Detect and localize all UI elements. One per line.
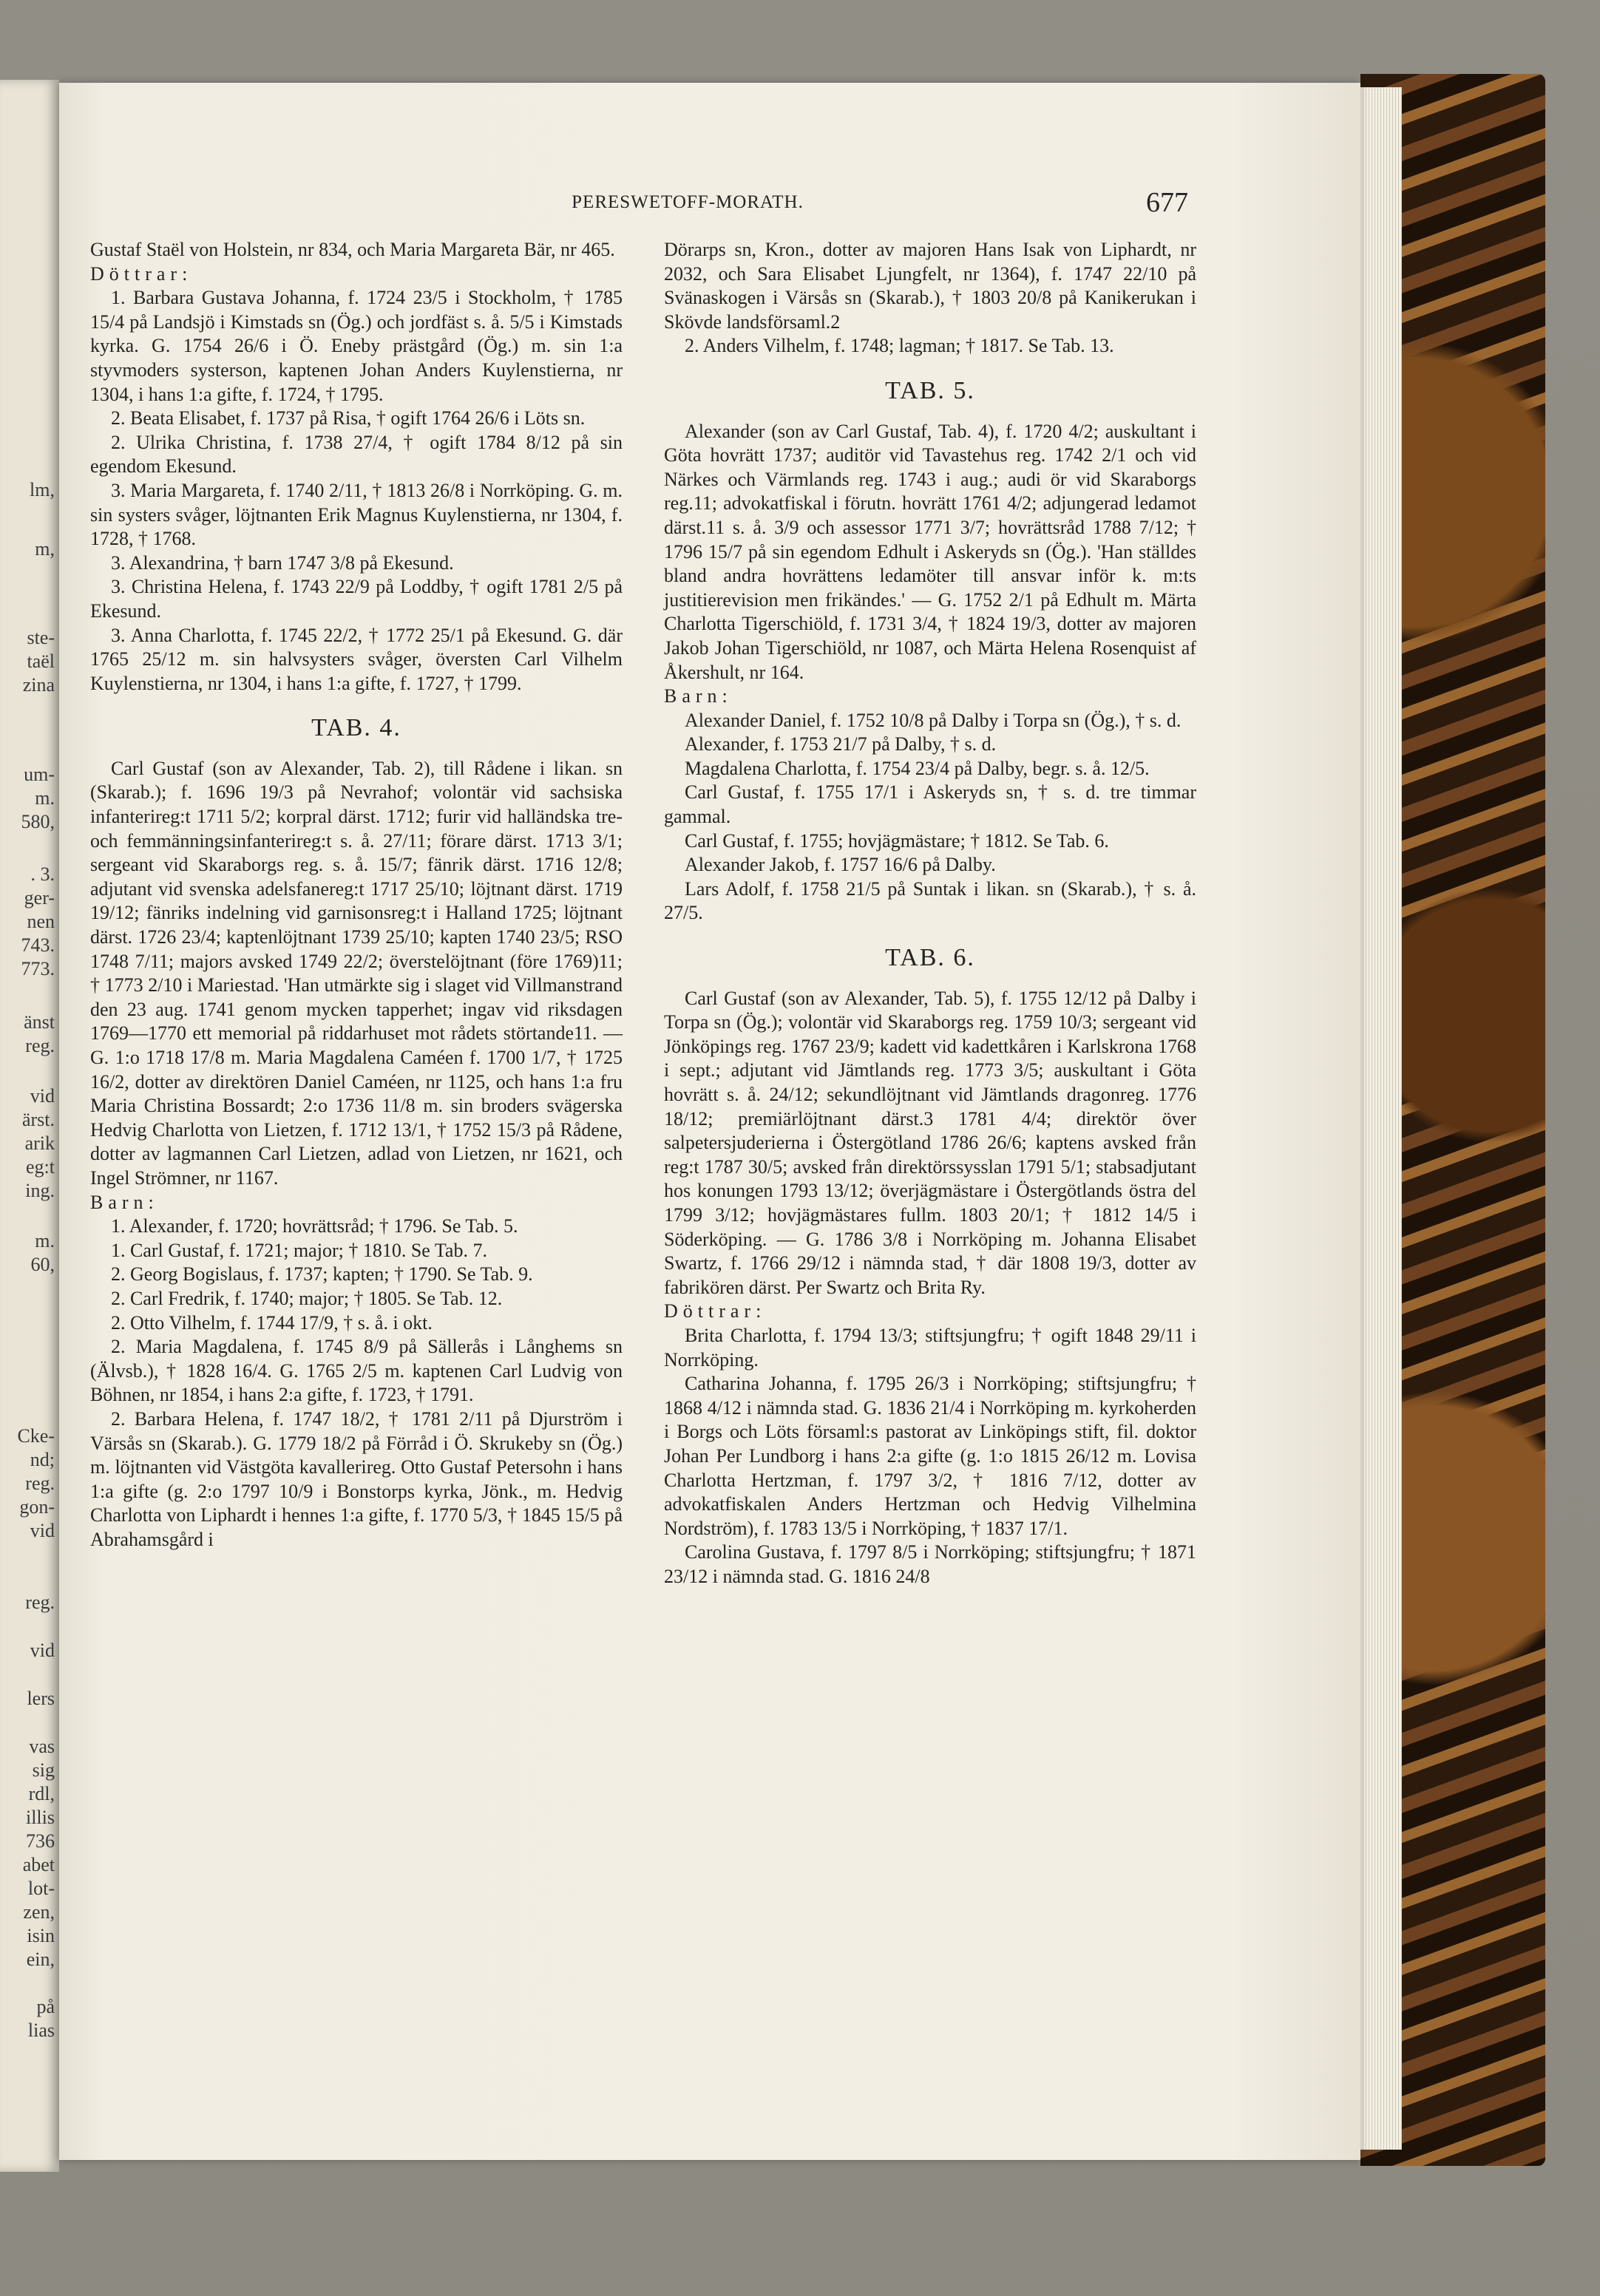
fragment-text: taël [27,651,55,672]
fragment-text: reg. [25,1473,55,1494]
fragment-text: lias [27,2020,55,2041]
table-heading: TAB. 6. [885,944,975,972]
fragment-text: arik [24,1132,55,1154]
fragment-text: ste- [27,627,55,648]
entry: Alexander, f. 1753 21/7 på Dalby, † s. d. [685,733,997,755]
fragment-text: nd; [30,1449,55,1470]
entry: Carl Gustaf, f. 1755 17/1 i Askeryds sn, † s. d. tre timmar gammal. [664,781,1196,828]
fragment-text: vid [30,1640,55,1661]
fragment-text: illis [25,1807,55,1828]
entry: 3. Maria Margareta, f. 1740 2/11, † 1813 26/8 i Norrköping. G. m. sin systers svåger, löjtnanten Erik Magnus Kuylenstierna, nr 1304, f. 1728, † 1768. [90,479,623,550]
fragment-text: vas [29,1736,55,1757]
fragment-text: reg. [25,1035,55,1056]
fragment-text: zina [22,674,55,696]
entry: 3. Alexandrina, † barn 1747 3/8 på Ekesund. [111,551,454,574]
right-column [664,238,1196,1589]
fragment-text: gon- [19,1496,55,1518]
page-edges [1357,87,1402,2150]
section-label: Döttrar: [664,1300,767,1322]
entry: 2. Georg Bogislaus, f. 1737; kapten; † 1790. Se Tab. 9. [111,1263,533,1285]
paragraph: Gustaf Staël von Holstein, nr 834, och Maria Margareta Bär, nr 465. [90,239,615,260]
fragment-text: vid [30,1085,55,1107]
entry: Brita Charlotta, f. 1794 13/3; stiftsjungfru; † ogift 1848 29/11 i Norrköping. [664,1324,1196,1371]
entry: 2. Otto Vilhelm, f. 1744 17/9, † s. å. i okt. [111,1311,433,1334]
fragment-text: änst [24,1011,55,1033]
fragment-text: ger- [24,887,55,908]
fragment-text: um- [24,764,55,785]
section-label: Döttrar: [90,262,193,285]
paragraph: Dörarps sn, Kron., dotter av majoren Hans Isak von Liphardt, nr 2032, och Sara Elisabet Ljungfelt, nr 1364), f. 1747 22/10 på Svänaskogen i Värsås sn (Skarab.), † 1803 20/8 på Kanikerukan i Skövde landsförsaml.2 [664,239,1196,333]
entry: 3. Anna Charlotta, f. 1745 22/2, † 1772 25/1 på Ekesund. G. där 1765 25/12 m. sin halvsysters svåger, översten Carl Vilhelm Kuylenstierna, nr 1304, i hans 1:a gifte, f. 1727, † 1799. [90,624,623,694]
fragment-text: m. [35,787,55,809]
fragment-text: ärst. [21,1109,55,1130]
fragment-text: vid [30,1520,55,1541]
entry: 2. Anders Vilhelm, f. 1748; lagman; † 1817. Se Tab. 13. [685,335,1114,357]
previous-page-fragment [0,80,59,2172]
entry: 1. Barbara Gustava Johanna, f. 1724 23/5 i Stockholm, † 1785 15/4 på Landsjö i Kimstads sn (Ög.) och jordfäst s. å. 5/5 i Kimstads kyrka. G. 1754 26/6 i Ö. Eneby prästgård (Ög.) m. sin 1:a styvmoders systerson, kaptenen Johan Anders Kuylenstierna, nr 1304, i hans 1:a gifte, f. 1724, † 1795. [90,287,623,405]
fragment-text: 60, [30,1254,55,1275]
entry: 2. Beata Elisabet, f. 1737 på Risa, † ogift 1764 26/6 i Löts sn. [111,407,586,429]
entry: Alexander Daniel, f. 1752 10/8 på Dalby i Torpa sn (Ög.), † s. d. [685,709,1182,731]
entry: 2. Carl Fredrik, f. 1740; major; † 1805. Se Tab. 12. [111,1287,503,1309]
fragment-text: 736 [26,1830,55,1852]
fragment-text: Cke- [17,1425,55,1447]
left-column [90,238,623,1552]
fragment-text: rdl, [28,1783,55,1804]
fragment-text: zen, [23,1901,55,1923]
entry: Catharina Johanna, f. 1795 26/3 i Norrköping; stiftsjungfru; † 1868 4/12 i nämnda stad. G. 1836 21/4 i Norrköping m. kyrkoherden i Borgs och Löts församl:s pastorat av Linköpings stift, fil. doktor Johan Per Lundborg i hans 2:a gifte (g. 1:o 1815 26/12 m. Lovisa Charlotta Hertzman, f. 1797 3/2, † 1816 7/12, dotter av advokatfiskalen Anders Hertzman och Hedvig Vilhelmina Nordström), f. 1783 13/5 i Norrköping, † 1837 17/1. [664,1373,1196,1539]
fragment-text: på [36,1996,55,2017]
table-heading: TAB. 4. [311,714,401,742]
entry: Magdalena Charlotta, f. 1754 23/4 på Dalby, begr. s. å. 12/5. [685,757,1150,779]
entry: Carl Gustaf, f. 1755; hovjägmästare; † 1812. Se Tab. 6. [685,829,1109,852]
fragment-text: eg:t [26,1156,55,1178]
entry: Carl Gustaf (son av Alexander, Tab. 5), f. 1755 12/12 på Dalby i Torpa sn (Ög.); volontär vid Skaraborgs reg. 1759 10/3; sergeant vid Jönköpings reg. 1767 23/9; kadett vid kadettkåren i Karlskrona 1768 i sept.; adjutant vid Jämtlands reg. 1773 3/5; auskultant i Göta hovrätt s. å. 24/12; sekundlöjtnant vid Jämtlands dragonreg. 1776 18/12; premiärlöjtnant därst.3 1781 4/4; direktör över salpetersjuderierna i Östergötland 1786 26/6; kaptens avsked från reg:t 1787 30/5; avsked från direktörssysslan 1791 5/1; stabsadjutant hos konungen 1793 13/12; överjägmästare i Östergötlands östra del 1799 3/12; hovjägmästares fullm. 1803 20/1; † 1812 14/5 i Söderköping. — G. 1786 3/8 i Norrköping m. Johanna Elisabet Swartz, f. 1766 29/12 i nämnda stad, † där 1808 19/3, dotter av fabrikören därst. Per Swartz och Brita Ry. [664,987,1196,1298]
section-label: Barn: [90,1191,159,1213]
entry: Alexander Jakob, f. 1757 16/6 på Dalby. [685,854,996,876]
running-header: PERESWETOFF-MORATH. [572,192,804,212]
entry: Alexander (son av Carl Gustaf, Tab. 4), f. 1720 4/2; auskultant i Göta hovrätt 1737; auditör vid Tavastehus reg. 1742 2/1 och vid Närkes och Värmlands reg. 1743 i aug.; audi ör vid Skaraborgs reg.11; advokatfiskal i förutn. hovrätt 1761 4/2; adjungerad ledamot därst.11 s. å. 3/9 och assessor 1771 3/7; hovrättsråd 1788 7/12; † 1796 15/7 på sin egendom Edhult i Askeryds sn (Ög.). 'Han ställdes bland andra hovrättens ledamöter till ansvar inför k. m:ts justitierevision men frikändes.' — G. 1752 2/1 på Edhult m. Märta Charlotta Tigerschiöld, f. 1731 3/4, † 1824 19/3, dotter av majoren Jakob Johan Tigerschiöld, nr 1087, och Märta Helena Rosenquist af Åkershult, nr 164. [664,420,1196,683]
entry: Carl Gustaf (son av Alexander, Tab. 2), till Rådene i likan. sn (Skarab.); f. 1696 19/3 på Nevrahof; volontär vid sachsiska infanterireg:t 1711 5/2; korpral därst. 1712; furir vid halländska tre- och femmänningsinfanterireg:t s. å. 27/11; förare därst. 1713 3/1; sergeant vid Skaraborgs reg. s. å. 15/7; fänrik därst. 1716 12/8; adjutant vid svenska adelsfanereg:t 1717 25/10; löjtnant därst. 1719 19/12; fänriks indelning vid garnisonsreg:t i Halland 1725; löjtnant därst. 1726 23/4; kaptenlöjtnant 1739 25/10; kapten 1740 23/5; RSO 1748 7/11; majors avsked 1749 22/2; överstelöjtnant (före 1769)11; † 1773 2/10 i Mariestad. 'Han utmärkte sig i slaget vid Villmanstrand den 23 aug. 1741 genom mycken tapperhet; ingav vid riksdagen 1769—1770 ett memorial på riddarhuset mot rådets störtande11. —G. 1:o 1718 17/8 m. Maria Magdalena Caméen f. 1700 1/7, † 1725 16/2, dotter av direktören Daniel Caméen, nr 1125, och hans 1:a fru Maria Christina Bossardt; 2:o 1736 11/8 m. sin broders svägerska Hedvig Charlotta von Lietzen, f. 1712 13/1, † 1752 15/3 på Rådene, dotter av lagmannen Carl Lietzen, adlad von Lietzen, nr 1621, och Ingel Strömner, nr 1167. [90,757,623,1189]
fragment-text: lm, [30,479,55,500]
fragment-text: reg. [25,1592,55,1613]
fragment-text: 743. [21,934,55,956]
fragment-text: abet [22,1854,55,1875]
entry: 2. Barbara Helena, f. 1747 18/2, † 1781 2/11 på Djurström i Värsås sn (Skarab.). G. 1779 18/2 på Förråd i Ö. Skrukeby sn (Ög.) m. löjtnanten vid Västgöta kavallerireg. Otto Gustaf Petersohn i hans 1:a gifte (g. 2:o 1797 10/9 i Bonstorps kyrka, Jönk., m. Hedvig Charlotta von Liphardt i hennes 1:a gifte, f. 1770 5/3, † 1845 15/5 på Abrahamsgård i [90,1407,623,1550]
fragment-text: lot- [27,1878,55,1899]
entry: 1. Carl Gustaf, f. 1721; major; † 1810. Se Tab. 7. [111,1239,487,1261]
entry: Lars Adolf, f. 1758 21/5 på Suntak i likan. sn (Skarab.), † s. å. 27/5. [664,877,1196,924]
fragment-text: lers [27,1688,55,1709]
fragment-text: 773. [21,958,55,979]
fragment-text: ein, [26,1949,55,1970]
fragment-text: m, [35,538,55,560]
fragment-text: sig [32,1759,55,1781]
section-label: Barn: [664,685,733,707]
fragment-text: 580, [21,811,55,832]
entry: 2. Ulrika Christina, f. 1738 27/4, † ogift 1784 8/12 på sin egendom Ekesund. [90,431,623,478]
fragment-text: nen [27,911,55,932]
fragment-text: ing. [25,1180,55,1201]
entry: 1. Alexander, f. 1720; hovrättsråd; † 1796. Se Tab. 5. [111,1215,518,1237]
entry: 3. Christina Helena, f. 1743 22/9 på Loddby, † ogift 1781 2/5 på Ekesund. [90,576,623,622]
entry: Carolina Gustava, f. 1797 8/5 i Norrköping; stiftsjungfru; † 1871 23/12 i nämnda stad. G. 1816 24/8 [664,1541,1196,1587]
page-number: 677 [1146,187,1188,218]
entry: 2. Maria Magdalena, f. 1745 8/9 på Sällerås i Långhems sn (Älvsb.), † 1828 16/4. G. 1765 2/5 m. kaptenen Carl Ludvig von Böhnen, nr 1854, i hans 2:a gifte, f. 1723, † 1791. [90,1336,623,1406]
fragment-text: m. [35,1230,55,1251]
fragment-text: isin [27,1925,55,1946]
fragment-text: . 3. [30,863,55,885]
table-heading: TAB. 5. [885,376,975,404]
book-page [59,83,1360,2160]
